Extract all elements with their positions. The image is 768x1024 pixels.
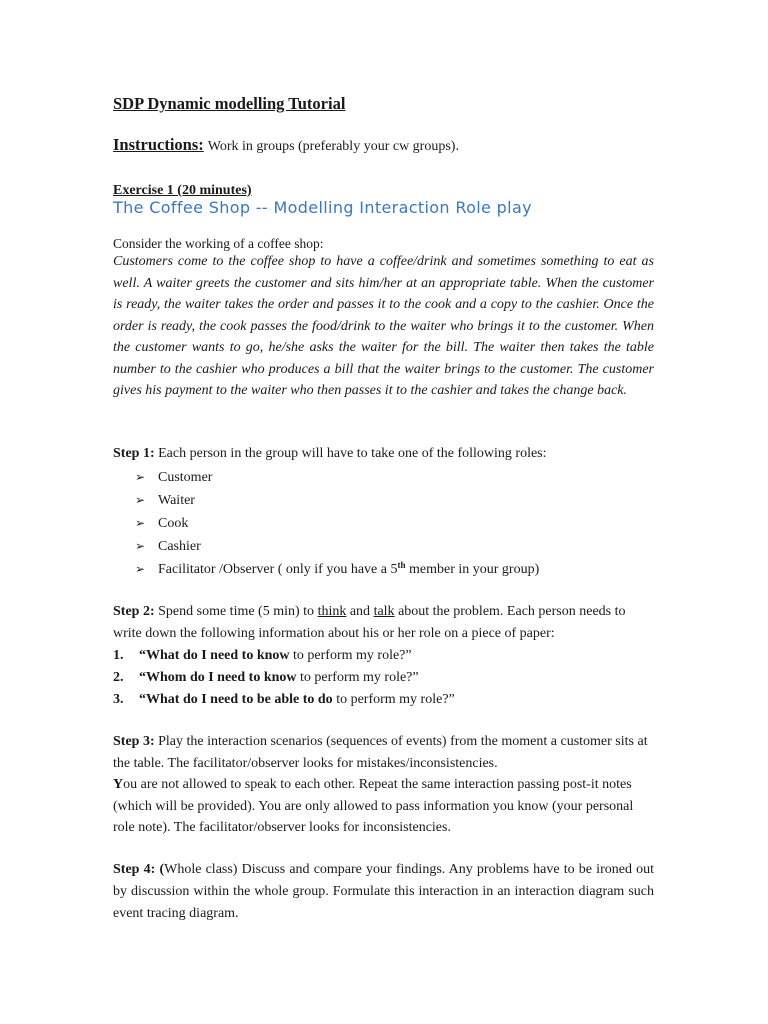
step-1-label: Step 1:	[113, 446, 155, 461]
step-3	[113, 731, 654, 839]
question-item	[113, 689, 455, 711]
question-number: 2.	[113, 670, 124, 685]
question-rest: to perform my role?”	[296, 670, 419, 685]
step-3-initial: Y	[113, 777, 124, 792]
arrow-bullet-icon: ➢	[135, 493, 146, 507]
role-item	[135, 535, 539, 558]
exercise-intro: Consider the working of a coffee shop:	[113, 236, 324, 251]
question-bold: “What do I need to know	[139, 648, 290, 663]
arrow-bullet-icon: ➢	[135, 470, 146, 484]
talk-word: talk	[373, 604, 395, 619]
instructions-text: Work in groups (preferably your cw groups).	[207, 139, 459, 154]
exercise-heading: Exercise 1 (20 minutes)	[113, 183, 252, 198]
step-2-text: Spend some time (5 min) to	[154, 604, 318, 619]
question-item	[113, 645, 455, 667]
role-label: Cook	[158, 516, 189, 531]
question-number: 3.	[113, 692, 124, 707]
facilitator-text-end: member in your group)	[405, 562, 540, 577]
exercise-title: The Coffee Shop -- Modelling Interaction Role play	[113, 198, 532, 217]
role-label: Cashier	[158, 539, 201, 554]
question-item	[113, 667, 455, 689]
ordinal-suffix: th	[397, 560, 406, 570]
step-4-label: Step 4:	[113, 862, 156, 877]
role-item	[135, 512, 539, 535]
step-2-text: and	[346, 604, 374, 619]
question-rest: to perform my role?”	[332, 692, 455, 707]
instructions-label: Instructions:	[113, 135, 204, 154]
step-2-text: about the problem. Each person needs to write down the following information about his or her role on a piece of paper:	[113, 604, 626, 641]
role-label: Customer	[158, 470, 213, 485]
roles-list	[135, 466, 539, 581]
scenario-paragraph: Customers come to the coffee shop to have a coffee/drink and sometimes something to eat as well. A waiter greets the customer and sits him/her at an appropriate table. When the customer is ready, the waiter takes the order and passes it to the cook and a copy to the cashier. Once the order is ready, the cook passes the food/drink to the waiter who brings it to the customer. When the customer wants to go, he/she asks the waiter for the bill. The waiter then takes the table number to the cashier who produces a bill that the waiter brings to the customer. The customer gives his payment to the waiter who then passes it to the cashier and takes the change back.	[113, 254, 654, 398]
document-title: SDP Dynamic modelling Tutorial	[113, 94, 346, 113]
arrow-bullet-icon: ➢	[135, 562, 146, 576]
question-rest: to perform my role?”	[289, 648, 412, 663]
role-item-facilitator	[135, 558, 539, 581]
step-4-paren: (	[155, 862, 165, 877]
question-number: 1.	[113, 648, 124, 663]
step-3-text: Play the interaction scenarios (sequences of events) from the moment a customer sits at the table. The facilitator/observer looks for mistakes/inconsistencies.	[113, 734, 648, 771]
question-bold: “What do I need to be able to do	[139, 692, 333, 707]
role-item	[135, 489, 539, 512]
step-4	[113, 859, 654, 925]
questions-list	[113, 645, 455, 711]
think-word: think	[317, 604, 347, 619]
role-label: Waiter	[158, 493, 195, 508]
instructions-line	[113, 135, 459, 155]
step-2-label: Step 2:	[113, 604, 155, 619]
step-3-text-2: ou are not allowed to speak to each other. Repeat the same interaction passing post-it notes (which will be provided). You are only allowed to pass information you know (your personal role note). The facilitator/observer looks for inconsistencies.	[113, 777, 634, 835]
arrow-bullet-icon: ➢	[135, 516, 146, 530]
step-1	[113, 446, 547, 462]
question-bold: “Whom do I need to know	[139, 670, 297, 685]
facilitator-text: Facilitator /Observer ( only if you have a 5	[158, 562, 398, 577]
step-2	[113, 601, 654, 645]
arrow-bullet-icon: ➢	[135, 539, 146, 553]
role-item	[135, 466, 539, 489]
step-3-label: Step 3:	[113, 734, 155, 749]
step-4-text: Whole class) Discuss and compare your findings. Any problems have to be ironed out by discussion within the whole group. Formulate this interaction in an interaction diagram such event tracing diagram.	[113, 862, 654, 921]
step-1-text: Each person in the group will have to take one of the following roles:	[154, 446, 547, 461]
